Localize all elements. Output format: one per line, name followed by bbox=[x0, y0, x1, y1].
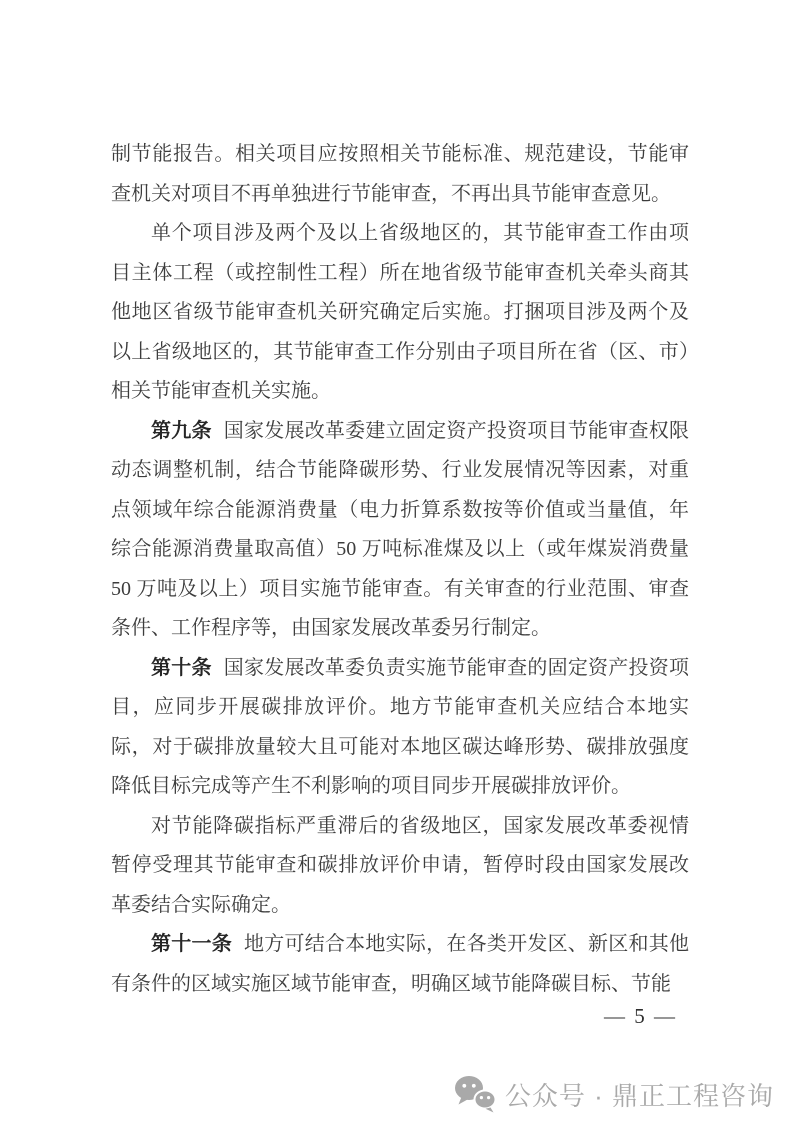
paragraph-text: 地方可结合本地实际，在各类开发区、新区和其他有条件的区域实施区域节能审查，明确区域节能降碳目标、节能 bbox=[111, 933, 690, 995]
paragraph bbox=[111, 214, 689, 412]
article-number: 第九条 bbox=[151, 419, 212, 442]
paragraph-text: 制节能报告。相关项目应按照相关节能标准、规范建设，节能审查机关对项目不再单独进行节能审查，不再出具节能审查意见。 bbox=[111, 143, 689, 205]
body-text bbox=[111, 135, 689, 1004]
wechat-icon bbox=[454, 1075, 496, 1113]
article-number: 第十一条 bbox=[151, 933, 232, 955]
watermark-footer bbox=[454, 1072, 774, 1116]
paragraph-text: 国家发展改革委建立固定资产投资项目节能审查权限动态调整机制，结合节能降碳形势、行业发展情况等因素，对重点领域年综合能源消费量（电力折算系数按等价值或当量值，年综合能源消费量取高值）50 万吨标准煤及以上（或年煤炭消费量 50 万吨及以上）项目实施节能审查。有关审查的行业范围、审查条件、工作程序等，由国家发展改革委另行制定。 bbox=[111, 419, 690, 639]
paragraph bbox=[111, 649, 689, 807]
paragraph-text: 对节能降碳指标严重滞后的省级地区，国家发展改革委视情暂停受理其节能审查和碳排放评价申请，暂停时段由国家发展改革委结合实际确定。 bbox=[111, 814, 689, 916]
paragraph bbox=[111, 412, 689, 649]
article-number: 第十条 bbox=[151, 656, 212, 679]
paragraph bbox=[111, 135, 689, 214]
paragraph bbox=[111, 807, 689, 926]
paragraph-text: 单个项目涉及两个及以上省级地区的，其节能审查工作由项目主体工程（或控制性工程）所在地省级节能审查机关牵头商其他地区省级节能审查机关研究确定后实施。打捆项目涉及两个及以上省级地区的，其节能审查工作分别由子项目所在省（区、市）相关节能审查机关实施。 bbox=[111, 222, 689, 402]
paragraph bbox=[111, 925, 689, 1004]
page-number: — 5 — bbox=[604, 1004, 677, 1028]
paragraph-text: 国家发展改革委负责实施节能审查的固定资产投资项目，应同步开展碳排放评价。地方节能审查机关应结合本地实际，对于碳排放量较大且可能对本地区碳达峰形势、碳排放强度降低目标完成等产生不利影响的项目同步开展碳排放评价。 bbox=[111, 656, 690, 797]
watermark-label: 公众号 · 鼎正工程咨询 bbox=[504, 1080, 774, 1111]
